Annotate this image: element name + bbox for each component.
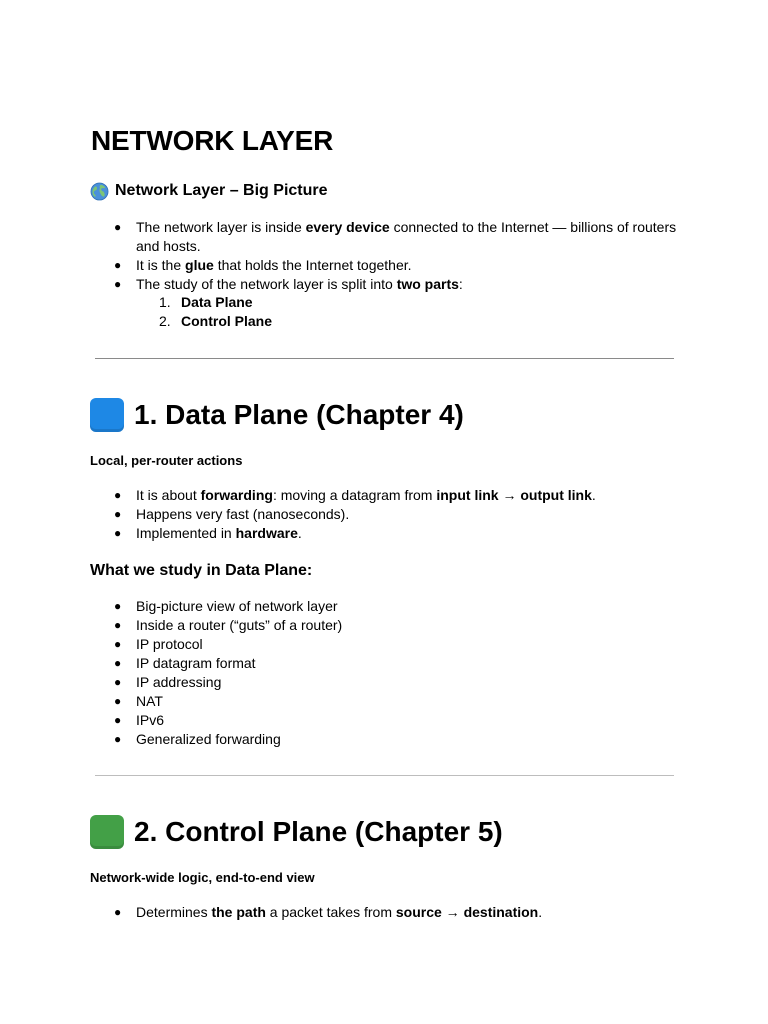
page-title: NETWORK LAYER	[91, 125, 334, 156]
bullet-dot: ●	[114, 656, 122, 670]
list-item	[159, 312, 273, 331]
globe-icon	[90, 182, 109, 201]
intro-heading-text: Network Layer – Big Picture	[115, 182, 328, 199]
blue-square-icon	[90, 398, 124, 432]
bullet-text: connected to the Internet — billions of routers	[389, 219, 677, 235]
bullet-text: Happens very fast (nanoseconds).	[136, 506, 350, 522]
list-item	[114, 597, 696, 616]
bullet-dot: ●	[114, 713, 122, 727]
bullet-bold-text: glue	[185, 257, 214, 273]
bullet-bold-text: the path	[211, 904, 266, 920]
bullet-dot: ●	[114, 488, 122, 502]
list-item	[114, 275, 696, 294]
bullet-dot: ●	[114, 220, 122, 234]
bullet-text: .	[591, 487, 596, 503]
list-number: 1.	[159, 294, 171, 310]
section-heading-text: 2. Control Plane (Chapter 5)	[134, 816, 503, 847]
bullet-dot: ●	[114, 618, 122, 632]
list-item	[159, 293, 272, 312]
list-item	[114, 486, 696, 505]
bullet-dot: ●	[114, 526, 122, 540]
list-item	[114, 730, 696, 749]
bullet-bold-text: two parts	[396, 276, 459, 292]
list-item	[114, 711, 696, 730]
list-item	[114, 654, 696, 673]
part-label: Data Plane	[181, 294, 253, 310]
list-item	[114, 218, 696, 256]
study-item-text: Generalized forwarding	[136, 731, 281, 747]
horizontal-divider	[95, 775, 674, 776]
section-heading-text: 1. Data Plane (Chapter 4)	[134, 399, 464, 430]
control-plane-heading	[90, 814, 503, 850]
study-item-text: Big-picture view of network layer	[136, 598, 338, 614]
data-plane-heading	[90, 397, 464, 433]
bullet-dot: ●	[114, 507, 122, 521]
study-item-text: NAT	[136, 693, 163, 709]
bullet-bold-text: forwarding	[200, 487, 273, 503]
parts-numbered-list	[159, 293, 273, 331]
part-label: Control Plane	[181, 313, 273, 329]
bullet-text: Implemented in	[136, 525, 236, 541]
bullet-dot: ●	[114, 905, 122, 919]
bullet-dot: ●	[114, 258, 122, 272]
study-item-text: IPv6	[136, 712, 165, 728]
bullet-bold-text: input link → output link	[436, 487, 592, 503]
bullet-dot: ●	[114, 599, 122, 613]
bullet-dot: ●	[114, 277, 122, 291]
bullet-bold-text: every device	[305, 219, 390, 235]
study-item-text: Inside a router (“guts” of a router)	[136, 617, 343, 633]
data-plane-bullet-list	[114, 486, 696, 543]
bullet-text: Determines	[136, 904, 212, 920]
bullet-bold-text: source → destination	[395, 904, 539, 920]
list-item	[114, 616, 696, 635]
bullet-bold-text: hardware	[235, 525, 298, 541]
bullet-text: that holds the Internet together.	[213, 257, 412, 273]
bullet-text: It is the	[136, 257, 186, 273]
bullet-text: It is about	[136, 487, 201, 503]
intro-heading	[90, 180, 328, 202]
study-item-text: IP addressing	[136, 674, 222, 690]
bullet-text: a packet takes from	[265, 904, 396, 920]
bullet-dot: ●	[114, 675, 122, 689]
bullet-text: The study of the network layer is split into	[136, 276, 397, 292]
study-item-text: IP datagram format	[136, 655, 256, 671]
list-item	[114, 524, 696, 543]
horizontal-divider	[95, 358, 674, 359]
study-heading: What we study in Data Plane:	[90, 562, 313, 579]
bullet-text: : moving a datagram from	[272, 487, 437, 503]
bullet-dot: ●	[114, 637, 122, 651]
bullet-dot: ●	[114, 694, 122, 708]
list-item	[114, 505, 696, 524]
bullet-text: .	[538, 904, 543, 920]
study-item-text: IP protocol	[136, 636, 203, 652]
bullet-text: .	[297, 525, 302, 541]
control-plane-bullet-list	[114, 903, 696, 922]
bullet-text: The network layer is inside	[136, 219, 306, 235]
bullet-dot: ●	[114, 732, 122, 746]
control-plane-subheading: Network-wide logic, end-to-end view	[90, 870, 315, 885]
bullet-text: and hosts.	[136, 238, 201, 254]
list-item	[114, 692, 696, 711]
intro-bullet-list	[114, 218, 696, 294]
data-plane-subheading: Local, per-router actions	[90, 453, 243, 468]
bullet-text: :	[458, 276, 463, 292]
list-number: 2.	[159, 313, 171, 329]
list-item	[114, 256, 696, 275]
green-square-icon	[90, 815, 124, 849]
list-item	[114, 903, 696, 922]
list-item	[114, 673, 696, 692]
study-items-list	[114, 597, 696, 749]
list-item	[114, 635, 696, 654]
